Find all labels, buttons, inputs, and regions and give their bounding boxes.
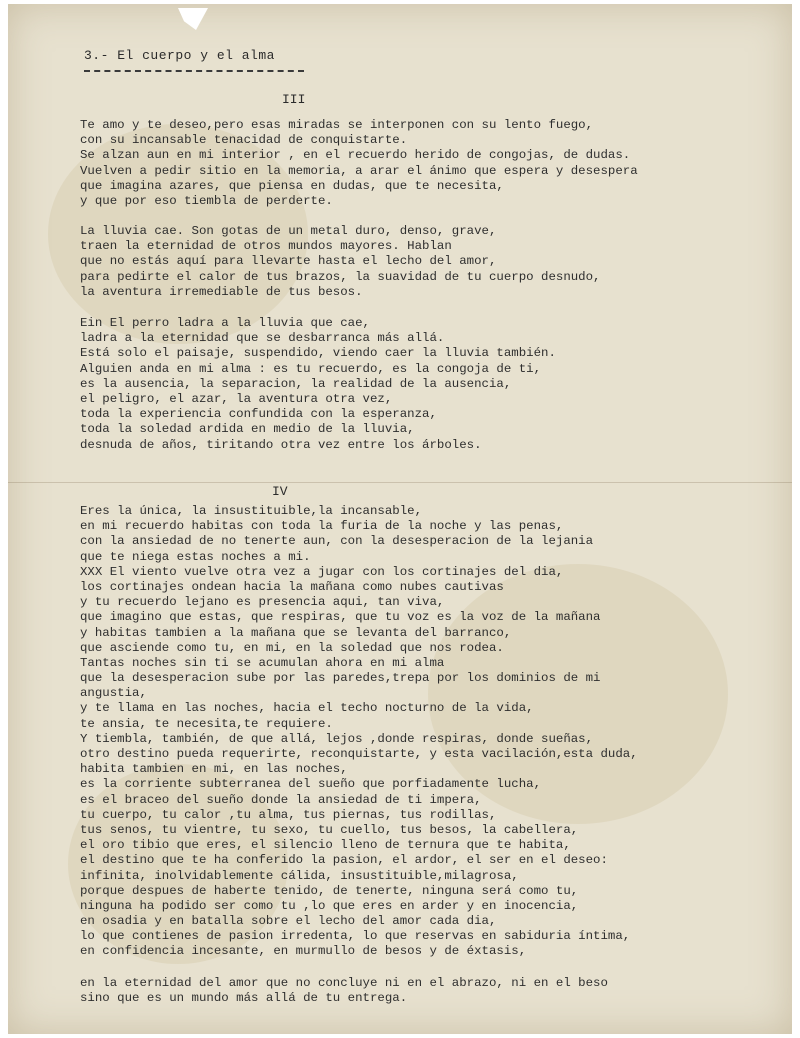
text-line: XXX El viento vuelve otra vez a jugar con los cortinajes del dia, bbox=[80, 564, 564, 579]
stanza bbox=[80, 224, 780, 300]
text-line: para pedirte el calor de tus brazos, la suavidad de tu cuerpo desnudo, bbox=[80, 269, 601, 284]
text-line: Está solo el paisaje, suspendido, viendo caer la lluvia también. bbox=[80, 346, 556, 361]
paper-tear bbox=[178, 8, 208, 30]
text-line: que imagino que estas, que respiras, que tu voz es la voz de la mañana bbox=[80, 610, 601, 625]
text-line: traen la eternidad de otros mundos mayores. Hablan bbox=[80, 239, 452, 254]
text-line: en la eternidad del amor que no concluye ni en el abrazo, ni en el beso bbox=[80, 976, 608, 990]
text-line: sino que es un mundo más allá de tu entrega. bbox=[80, 991, 408, 1006]
text-line: ladra a la eternidad que se desbarranca más allá. bbox=[80, 331, 445, 346]
text-line: con la ansiedad de no tenerte aun, con la desesperacion de la lejania bbox=[80, 534, 594, 549]
text-line: es la corriente subterranea del sueño que porfiadamente lucha, bbox=[80, 777, 542, 792]
stanza bbox=[80, 504, 780, 960]
stanza bbox=[80, 118, 780, 209]
heading-underline bbox=[84, 70, 304, 72]
text-line: y que por eso tiembla de perderte. bbox=[80, 193, 333, 208]
text-line: que te niega estas noches a mi. bbox=[80, 549, 311, 564]
text-line: Te amo y te deseo,pero esas miradas se interponen con su lento fuego, bbox=[80, 118, 594, 132]
text-line: en confidencia incesante, en murmullo de besos y de éxtasis, bbox=[80, 944, 527, 959]
text-line: La lluvia cae. Son gotas de un metal duro, denso, grave, bbox=[80, 224, 497, 238]
text-line: el oro tibio que eres, el silencio lleno de ternura que te habita, bbox=[80, 838, 571, 853]
section-numeral-iii: III bbox=[282, 92, 306, 107]
text-line: con su incansable tenacidad de conquistarte. bbox=[80, 133, 408, 148]
section-numeral-iv: IV bbox=[272, 484, 288, 499]
text-line: ninguna ha podido ser como tu ,lo que eres en arder y en inocencia, bbox=[80, 898, 579, 913]
text-line: Y tiembla, también, de que allá, lejos ,donde respiras, donde sueñas, bbox=[80, 731, 594, 746]
text-line: es el braceo del sueño donde la ansiedad de ti impera, bbox=[80, 792, 482, 807]
text-line: el destino que te ha conferido la pasion, el ardor, el ser en el deseo: bbox=[80, 853, 608, 868]
text-line: Eres la única, la insustituible,la incansable, bbox=[80, 504, 423, 518]
text-line: que no estás aquí para llevarte hasta el lecho del amor, bbox=[80, 254, 497, 269]
text-line: te ansia, te necesita,te requiere. bbox=[80, 716, 333, 731]
text-line: toda la soledad ardida en medio de la lluvia, bbox=[80, 422, 415, 437]
stanza bbox=[80, 976, 780, 1006]
text-line: lo que contienes de pasion irredenta, lo que reservas en sabiduria íntima, bbox=[80, 929, 631, 944]
text-line: en osadia y en batalla sobre el lecho del amor cada dia, bbox=[80, 914, 497, 929]
stanza bbox=[80, 316, 780, 453]
text-line: otro destino pueda requerirte, reconquistarte, y esta vacilación,esta duda, bbox=[80, 747, 638, 761]
text-line: porque despues de haberte tenido, de tenerte, ninguna será como tu, bbox=[80, 883, 579, 898]
text-line: tu cuerpo, tu calor ,tu alma, tus piernas, tus rodillas, bbox=[80, 807, 497, 822]
text-line: Ein El perro ladra a la lluvia que cae, bbox=[80, 316, 370, 330]
text-line: Se alzan aun en mi interior , en el recuerdo herido de congojas, de dudas. bbox=[80, 148, 631, 163]
text-line: infinita, inolvidablemente cálida, insustituible,milagrosa, bbox=[80, 868, 519, 883]
text-line: y habitas tambien a la mañana que se levanta del barranco, bbox=[80, 625, 512, 640]
document-heading: 3.- El cuerpo y el alma bbox=[84, 48, 275, 63]
text-line: y te llama en las noches, hacia el techo nocturno de la vida, bbox=[80, 701, 534, 716]
text-line: y tu recuerdo lejano es presencia aqui, tan viva, bbox=[80, 595, 445, 610]
paper-fold bbox=[8, 482, 792, 483]
text-line: toda la experiencia confundida con la esperanza, bbox=[80, 407, 437, 422]
text-line: la aventura irremediable de tus besos. bbox=[80, 284, 363, 299]
text-line: que imagina azares, que piensa en dudas, que te necesita, bbox=[80, 178, 504, 193]
text-line: el peligro, el azar, la aventura otra vez, bbox=[80, 391, 393, 406]
text-line: los cortinajes ondean hacia la mañana como nubes cautivas bbox=[80, 579, 504, 594]
text-line: Alguien anda en mi alma : es tu recuerdo, es la congoja de ti, bbox=[80, 361, 542, 376]
text-line: tus senos, tu vientre, tu sexo, tu cuello, tus besos, la cabellera, bbox=[80, 822, 579, 837]
text-line: es la ausencia, la separacion, la realidad de la ausencia, bbox=[80, 376, 512, 391]
text-line: en mi recuerdo habitas con toda la furia de la noche y las penas, bbox=[80, 519, 564, 534]
text-line: Vuelven a pedir sitio en la memoria, a arar el ánimo que espera y desespera bbox=[80, 163, 638, 178]
text-line: Tantas noches sin ti se acumulan ahora en mi alma bbox=[80, 655, 445, 670]
text-line: desnuda de años, tiritando otra vez entre los árboles. bbox=[80, 437, 482, 452]
text-line: que asciende como tu, en mi, en la soledad que nos rodea. bbox=[80, 640, 504, 655]
text-line: habita tambien en mi, en las noches, bbox=[80, 762, 348, 777]
text-line: que la desesperacion sube por las paredes,trepa por los dominios de mi bbox=[80, 671, 601, 686]
text-line: angustia, bbox=[80, 686, 147, 701]
